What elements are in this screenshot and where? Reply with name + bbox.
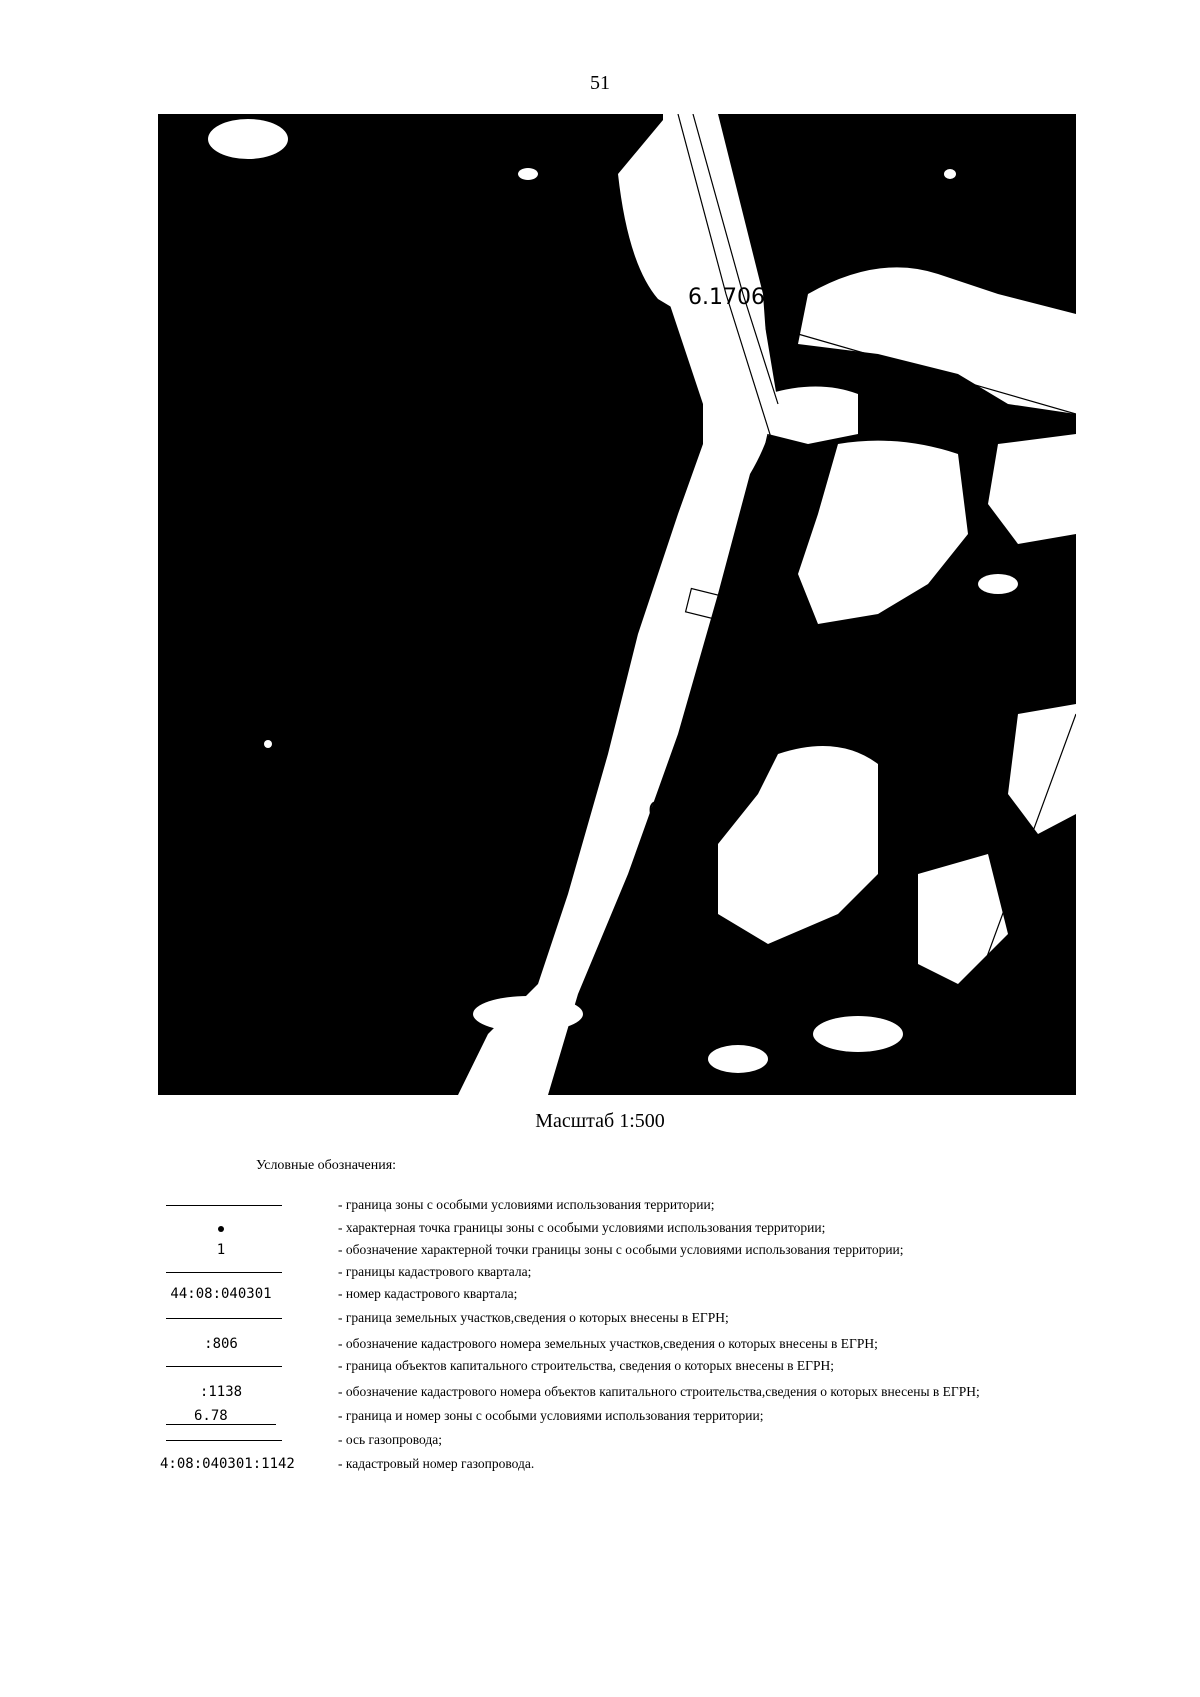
- white-patch: [652, 698, 664, 730]
- legend-item: [0, 1195, 1200, 1215]
- legend-symbol-building-boundary: [160, 1356, 282, 1376]
- white-patch: [473, 996, 583, 1032]
- parcel-label: 81: [988, 401, 1009, 420]
- legend-title: Условные обозначения:: [256, 1158, 397, 1173]
- map-svg: [158, 114, 1076, 1095]
- legend-item: [0, 1308, 1200, 1328]
- legend-text: - граница объектов капитального строительства, сведения о которых внесены в ЕГРН;: [338, 1358, 834, 1373]
- legend-symbol-pipeline-axis: [160, 1430, 282, 1450]
- legend-item: [0, 1454, 1200, 1474]
- legend-item: [0, 1382, 1200, 1402]
- legend-symbol-point-number: 1: [216, 1242, 226, 1258]
- zone-label-top: 6.1706: [688, 285, 765, 310]
- legend-item: [0, 1406, 1200, 1426]
- zone-label-bottom: 6.78: [648, 799, 697, 824]
- legend-item: [0, 1262, 1200, 1282]
- legend-item: [0, 1356, 1200, 1376]
- map-image: [158, 114, 1076, 1095]
- legend-item: [0, 1240, 1200, 1260]
- white-patch: [944, 169, 956, 179]
- legend-text: - границы кадастрового квартала;: [338, 1264, 532, 1279]
- legend-text: - граница зоны с особыми условиями использования территории;: [338, 1197, 715, 1212]
- white-patch: [708, 1045, 768, 1073]
- white-patch: [813, 1016, 903, 1052]
- legend-item: [0, 1430, 1200, 1450]
- legend-text: - граница земельных участков,сведения о которых внесены в ЕГРН;: [338, 1310, 729, 1325]
- page-number: 51: [590, 72, 610, 94]
- white-patch: [264, 740, 272, 748]
- legend-text: - номер кадастрового квартала;: [338, 1286, 518, 1301]
- legend-symbol-building-number: :1138: [199, 1384, 243, 1400]
- legend-symbol-zone-boundary: [160, 1195, 282, 1215]
- building-block: [768, 387, 858, 445]
- legend-item: [0, 1334, 1200, 1354]
- legend-symbol-point: [160, 1218, 282, 1238]
- legend-text: - обозначение кадастрового номера объектов капитального строительства,сведения о которых внесены в ЕГРН;: [338, 1384, 980, 1399]
- legend-item: [0, 1218, 1200, 1238]
- legend-symbol-parcel-number: :806: [204, 1336, 238, 1352]
- white-patch: [978, 574, 1018, 594]
- legend-text: - обозначение характерной точки границы зоны с особыми условиями использования территории;: [338, 1242, 904, 1257]
- legend-symbol-pipeline-number: 4:08:040301:1142: [160, 1456, 295, 1472]
- legend-text: - характерная точка границы зоны с особыми условиями использования территории;: [338, 1220, 826, 1235]
- legend-symbol-quarter-number: 44:08:040301: [170, 1286, 272, 1302]
- legend-text: - кадастровый номер газопровода.: [338, 1456, 535, 1471]
- white-patch: [518, 168, 538, 180]
- legend-text: - обозначение кадастрового номера земельных участков,сведения о которых внесены в ЕГРН;: [338, 1336, 878, 1351]
- legend-symbol-zone-number: [160, 1406, 282, 1426]
- legend-symbol-quarter-boundary: [160, 1262, 282, 1282]
- white-patch: [208, 119, 288, 159]
- legend-item: [0, 1284, 1200, 1304]
- legend-text: - граница и номер зоны с особыми условиями использования территории;: [338, 1408, 764, 1423]
- legend-symbol-parcel-boundary: [160, 1308, 282, 1328]
- scale-caption: Масштаб 1:500: [535, 1110, 665, 1132]
- point-dot-icon: [218, 1226, 224, 1232]
- zone-number-sample: 6.78: [166, 1408, 276, 1425]
- legend-text: - ось газопровода;: [338, 1432, 442, 1447]
